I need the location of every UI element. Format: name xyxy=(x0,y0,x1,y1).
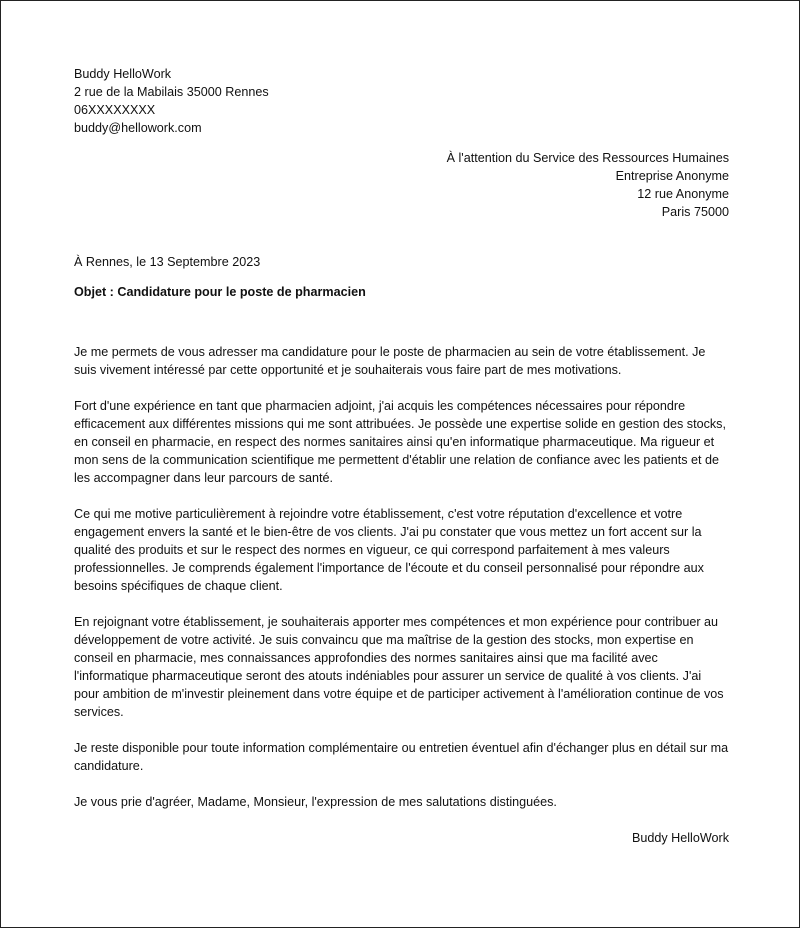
closing-paragraph: Je vous prie d'agréer, Madame, Monsieur, l'expression de mes salutations distinguées. xyxy=(74,795,557,809)
sender-email: buddy@hellowork.com xyxy=(74,121,202,135)
body-paragraph: Je me permets de vous adresser ma candidature pour le poste de pharmacien au sein de votre établissement. Je suis vivement intéressé par cette opportunité et je souhaiterais vous faire part de mes motivations. xyxy=(74,345,706,377)
letter-signature: Buddy HelloWork xyxy=(631,831,729,845)
recipient-attention: À l'attention du Service des Ressources Humaines xyxy=(446,151,729,165)
letter-subject: Objet : Candidature pour le poste de pharmacien xyxy=(74,285,366,299)
recipient-city: Paris 75000 xyxy=(661,205,729,219)
sender-name: Buddy HelloWork xyxy=(74,67,172,81)
letter-date: À Rennes, le 13 Septembre 2023 xyxy=(74,255,261,269)
letter-content xyxy=(74,65,729,847)
sender-phone: 06XXXXXXXX xyxy=(74,103,156,117)
body-paragraph: Je reste disponible pour toute information complémentaire ou entretien éventuel afin d'échanger plus en détail sur ma candidature. xyxy=(74,741,729,773)
body-paragraph: En rejoignant votre établissement, je souhaiterais apporter mes compétences et mon expérience pour contribuer au développement de votre activité. Je suis convaincu que ma maîtrise de la gestion des stocks, mon expertise en conseil en pharmacie, mes connaissances approfondies des normes sanitaires ainsi que ma facilité avec l'informatique pharmaceutique seront des atouts indéniables pour assurer un service de qualité à vos clients. J'ai pour ambition de m'investir pleinement dans votre équipe et de participer activement à l'amélioration continue de vos services. xyxy=(74,615,724,719)
body-paragraph: Ce qui me motive particulièrement à rejoindre votre établissement, c'est votre réputation d'excellence et votre engagement envers la santé et le bien-être de vos clients. J'ai pu constater que vous mettez un fort accent sur la qualité des produits et sur le respect des normes en vigueur, ce qui correspond parfaitement à mes valeurs professionnelles. Je comprends également l'importance de l'écoute et du conseil personnalisé pour répondre aux besoins spécifiques de chaque client. xyxy=(74,507,704,593)
sender-block xyxy=(74,65,729,137)
recipient-company: Entreprise Anonyme xyxy=(615,169,729,183)
recipient-block xyxy=(74,149,729,221)
recipient-street: 12 rue Anonyme xyxy=(637,187,729,201)
sender-address: 2 rue de la Mabilais 35000 Rennes xyxy=(74,85,269,99)
letter-body xyxy=(74,343,729,811)
body-paragraph: Fort d'une expérience en tant que pharmacien adjoint, j'ai acquis les compétences nécessaires pour répondre efficacement aux différentes missions qui me sont attribuées. Je possède une expertise solide en gestion des stocks, en conseil en pharmacie, en respect des normes sanitaires ainsi qu'en informatique pharmaceutique. Ma rigueur et mon sens de la communication scientifique me permettent d'établir une relation de confiance avec les patients et de les accompagner dans leur parcours de santé. xyxy=(74,399,726,485)
